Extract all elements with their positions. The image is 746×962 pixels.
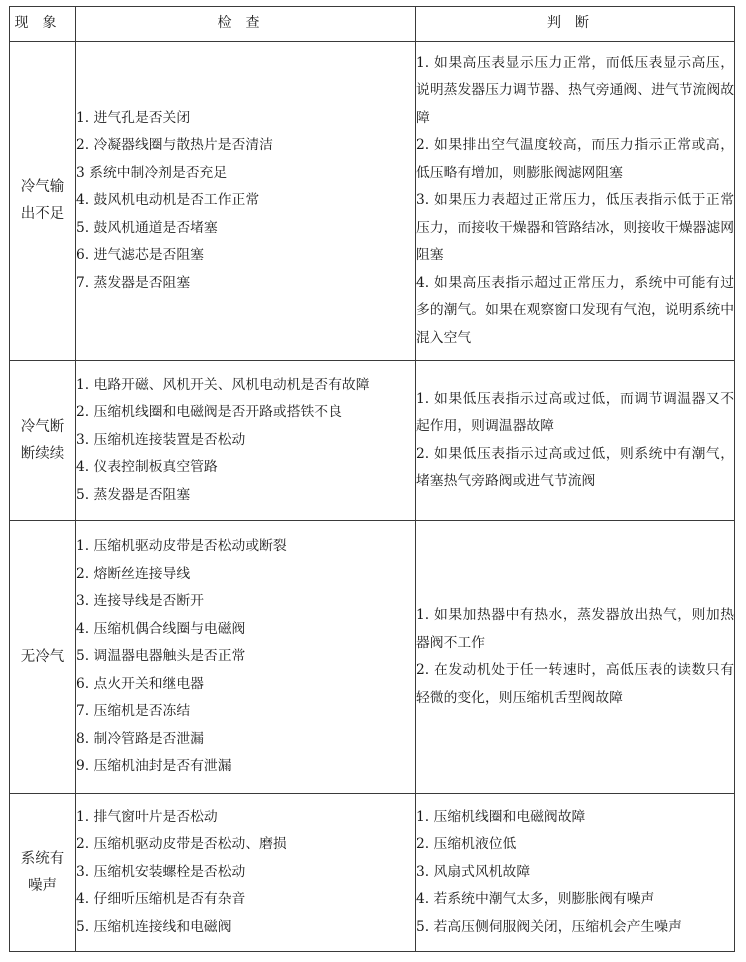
check-item: 4. 仔细听压缩机是否有杂音: [76, 891, 246, 908]
phenomenon-cell: [10, 521, 76, 794]
phenomenon-text: 无冷气: [20, 648, 65, 665]
judgment-item: 5. 若高压侧伺服阀关闭，压缩机会产生噪声: [416, 918, 682, 935]
judgment-list: [416, 386, 734, 496]
judgment-cell: [416, 794, 735, 952]
check-item: 1. 排气窗叶片是否松动: [76, 808, 218, 825]
judgment-cell: [416, 521, 735, 794]
judgment-item: 2. 压缩机液位低: [416, 836, 517, 853]
judgment-list: [416, 804, 734, 942]
table-row: [10, 42, 735, 361]
header-check: 检查: [76, 7, 416, 42]
check-list: [76, 804, 415, 942]
check-cell: [76, 361, 416, 521]
judgment-item: 1. 如果低压表指示过高或过低，而调节调温器又不起作用，则调温器故障: [416, 390, 734, 434]
phenomenon-cell: [10, 361, 76, 521]
check-item: 1. 进气孔是否关闭: [76, 109, 191, 126]
judgment-item: 2. 如果排出空气温度较高，而压力指示正常或高，低压略有增加，则膨胀阀滤网阻塞: [416, 137, 734, 181]
check-item: 1. 电路开磁、风机开关、风机电动机是否有故障: [76, 376, 370, 393]
judgment-item: 1. 如果高压表显示压力正常，而低压表显示高压，说明蒸发器压力调节器、热气旁通阀、进气节流阀故障: [416, 54, 734, 126]
check-item: 6. 进气滤芯是否阻塞: [76, 247, 204, 264]
judgment-list: [416, 602, 734, 712]
judgment-item: 1. 压缩机线圈和电磁阀故障: [416, 808, 586, 825]
phenomenon-text: 冷气断断续续: [20, 418, 65, 462]
check-list: [76, 105, 415, 298]
phenomenon-text: 冷气输出不足: [20, 179, 65, 222]
judgment-item: 2. 如果低压表指示过高或过低，则系统中有潮气，堵塞热气旁路阀或进气节流阀: [416, 445, 734, 489]
check-list: [76, 372, 415, 510]
check-item: 2. 熔断丝连接导线: [76, 565, 191, 582]
judgment-list: [416, 50, 734, 353]
check-item: 9. 压缩机油封是否有泄漏: [76, 758, 232, 775]
check-item: 4. 仪表控制板真空管路: [76, 459, 218, 476]
check-item: 3. 连接导线是否断开: [76, 593, 204, 610]
check-item: 5. 鼓风机通道是否堵塞: [76, 219, 218, 236]
phenomenon-cell: [10, 42, 76, 361]
check-item: 4. 压缩机偶合线圈与电磁阀: [76, 620, 246, 637]
check-item: 5. 调温器电器触头是否正常: [76, 648, 246, 665]
judgment-cell: [416, 361, 735, 521]
judgment-item: 1. 如果加热器中有热水，蒸发器放出热气，则加热器阀不工作: [416, 607, 734, 651]
check-item: 4. 鼓风机电动机是否工作正常: [76, 192, 260, 209]
judgment-item: 3. 风扇式风机故障: [416, 863, 531, 880]
table-row: [10, 521, 735, 794]
judgment-item: 2. 在发动机处于任一转速时，高低压表的读数只有轻微的变化，则压缩机舌型阀故障: [416, 662, 734, 706]
judgment-item: 4. 若系统中潮气太多，则膨胀阀有噪声: [416, 891, 655, 908]
check-item: 8. 制冷管路是否泄漏: [76, 730, 204, 747]
check-item: 3. 压缩机连接装置是否松动: [76, 431, 246, 448]
judgment-item: 3. 如果压力表超过正常压力，低压表指示低于正常压力，而接收干燥器和管路结冰，则接收干燥器滤网阻塞: [416, 192, 734, 264]
check-item: 7. 蒸发器是否阻塞: [76, 274, 191, 291]
check-item: 2. 压缩机驱动皮带是否松动、磨损: [76, 836, 287, 853]
check-item: 1. 压缩机驱动皮带是否松动或断裂: [76, 538, 287, 555]
check-cell: [76, 42, 416, 361]
judgment-item: 4. 如果高压表指示超过正常压力，系统中可能有过多的潮气。如果在观察窗口发现有气泡，说明系统中混入空气: [416, 274, 734, 346]
check-item: 2. 压缩机线圈和电磁阀是否开路或搭铁不良: [76, 404, 342, 421]
table-row: [10, 794, 735, 952]
check-item: 6. 点火开关和继电器: [76, 675, 204, 692]
table-header-row: [10, 7, 735, 42]
check-item: 3. 压缩机安装螺栓是否松动: [76, 863, 246, 880]
check-item: 5. 压缩机连接线和电磁阀: [76, 918, 232, 935]
check-cell: [76, 521, 416, 794]
check-item: 3 系统中制冷剂是否充足: [76, 164, 228, 181]
check-item: 2. 冷凝器线圈与散热片是否清洁: [76, 137, 273, 154]
table-row: [10, 361, 735, 521]
phenomenon-cell: [10, 794, 76, 952]
header-phenomenon: 现象: [10, 7, 76, 42]
check-item: 7. 压缩机是否冻结: [76, 703, 191, 720]
judgment-cell: [416, 42, 735, 361]
phenomenon-text: 系统有噪声: [20, 850, 65, 894]
diagnosis-table: [9, 6, 735, 952]
header-judgment: 判断: [416, 7, 735, 42]
check-list: [76, 533, 415, 781]
check-cell: [76, 794, 416, 952]
check-item: 5. 蒸发器是否阻塞: [76, 486, 191, 503]
